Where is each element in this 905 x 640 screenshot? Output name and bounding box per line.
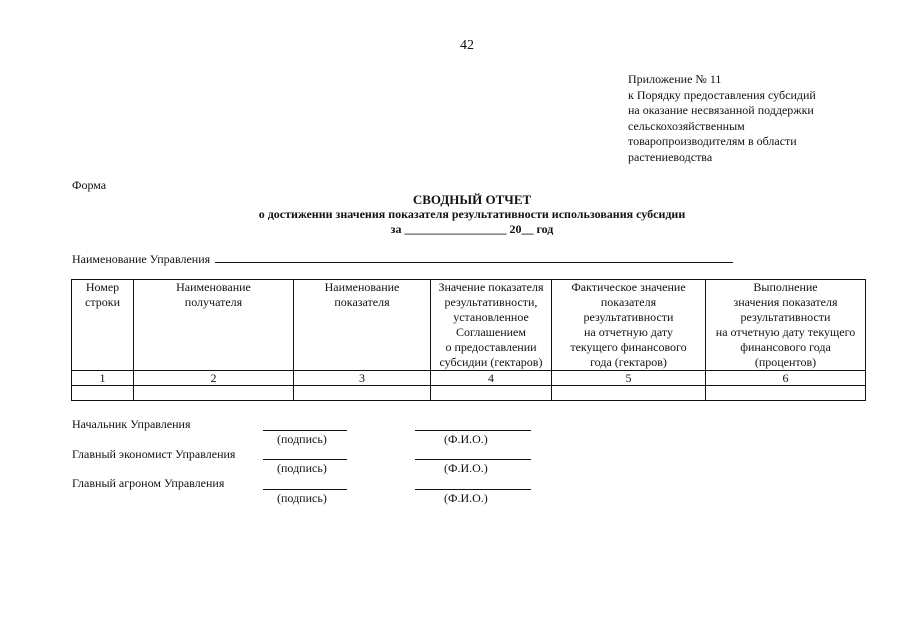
signature-caption: (подпись) [277,491,327,505]
appendix-line: к Порядку предоставления субсидий [628,87,816,102]
header-text: Наименование показателя [324,280,400,309]
signature-caption: (подпись) [277,461,327,475]
report-table [71,279,866,401]
signature-caption: (подпись) [277,432,327,446]
table-cell[interactable] [431,386,552,401]
name-line[interactable] [415,458,531,460]
appendix-line: товаропроизводителям в области [628,134,797,148]
signature-line[interactable] [263,429,347,431]
column-number: 1 [72,371,134,386]
report-title: СВОДНЫЙ ОТЧЕТ [412,192,532,207]
signature-role: Главный агроном Управления [72,476,225,490]
header-cell [431,280,552,371]
table-header-row [72,280,866,371]
header-cell [552,280,706,371]
table-cell[interactable] [294,386,431,401]
appendix-line: сельскохозяйственным [628,118,745,133]
header-text: Значение показателя результативности, установленное Соглашением о предоставлении субсидии (гектаров) [438,280,544,369]
column-number: 2 [134,371,294,386]
department-field [72,252,733,267]
signature-role: Главный экономист Управления [72,447,236,461]
table-cell[interactable] [552,386,706,401]
name-line[interactable] [415,488,531,490]
report-period: за _________________ 20__ год [390,222,554,236]
header-text: Выполнение значения показателя результативности на отчетную дату текущего финансового года (процентов) [715,280,856,369]
column-number: 4 [431,371,552,386]
column-number-row [72,371,866,386]
header-text: Фактическое значение показателя результативности на отчетную дату текущего финансового года (гектаров) [570,280,687,369]
column-number: 3 [294,371,431,386]
column-number: 6 [706,371,866,386]
name-line[interactable] [415,429,531,431]
table-cell[interactable] [706,386,866,401]
signature-role: Начальник Управления [72,417,191,431]
page-number: 42 [460,38,474,53]
header-text: Номер строки [85,280,120,309]
name-caption: (Ф.И.О.) [444,461,488,475]
appendix-line: Приложение № 11 [628,72,722,86]
appendix-line: на оказание несвязанной поддержки [628,103,814,117]
table-cell[interactable] [72,386,134,401]
appendix-line: растениеводства [628,149,713,164]
table-row [72,386,866,401]
column-number: 5 [552,371,706,386]
header-cell [294,280,431,371]
name-caption: (Ф.И.О.) [444,432,488,446]
name-caption: (Ф.И.О.) [444,491,488,505]
header-cell [706,280,866,371]
signature-line[interactable] [263,488,347,490]
table-cell[interactable] [134,386,294,401]
header-text: Наименование получателя [176,280,251,309]
header-cell [72,280,134,371]
signature-line[interactable] [263,458,347,460]
appendix-reference [628,72,858,165]
department-input-line[interactable] [215,252,733,263]
report-subtitle: о достижении значения показателя результативности использования субсидии [258,207,686,221]
form-label: Форма [72,178,107,192]
department-label: Наименование Управления [72,252,211,266]
header-cell [134,280,294,371]
